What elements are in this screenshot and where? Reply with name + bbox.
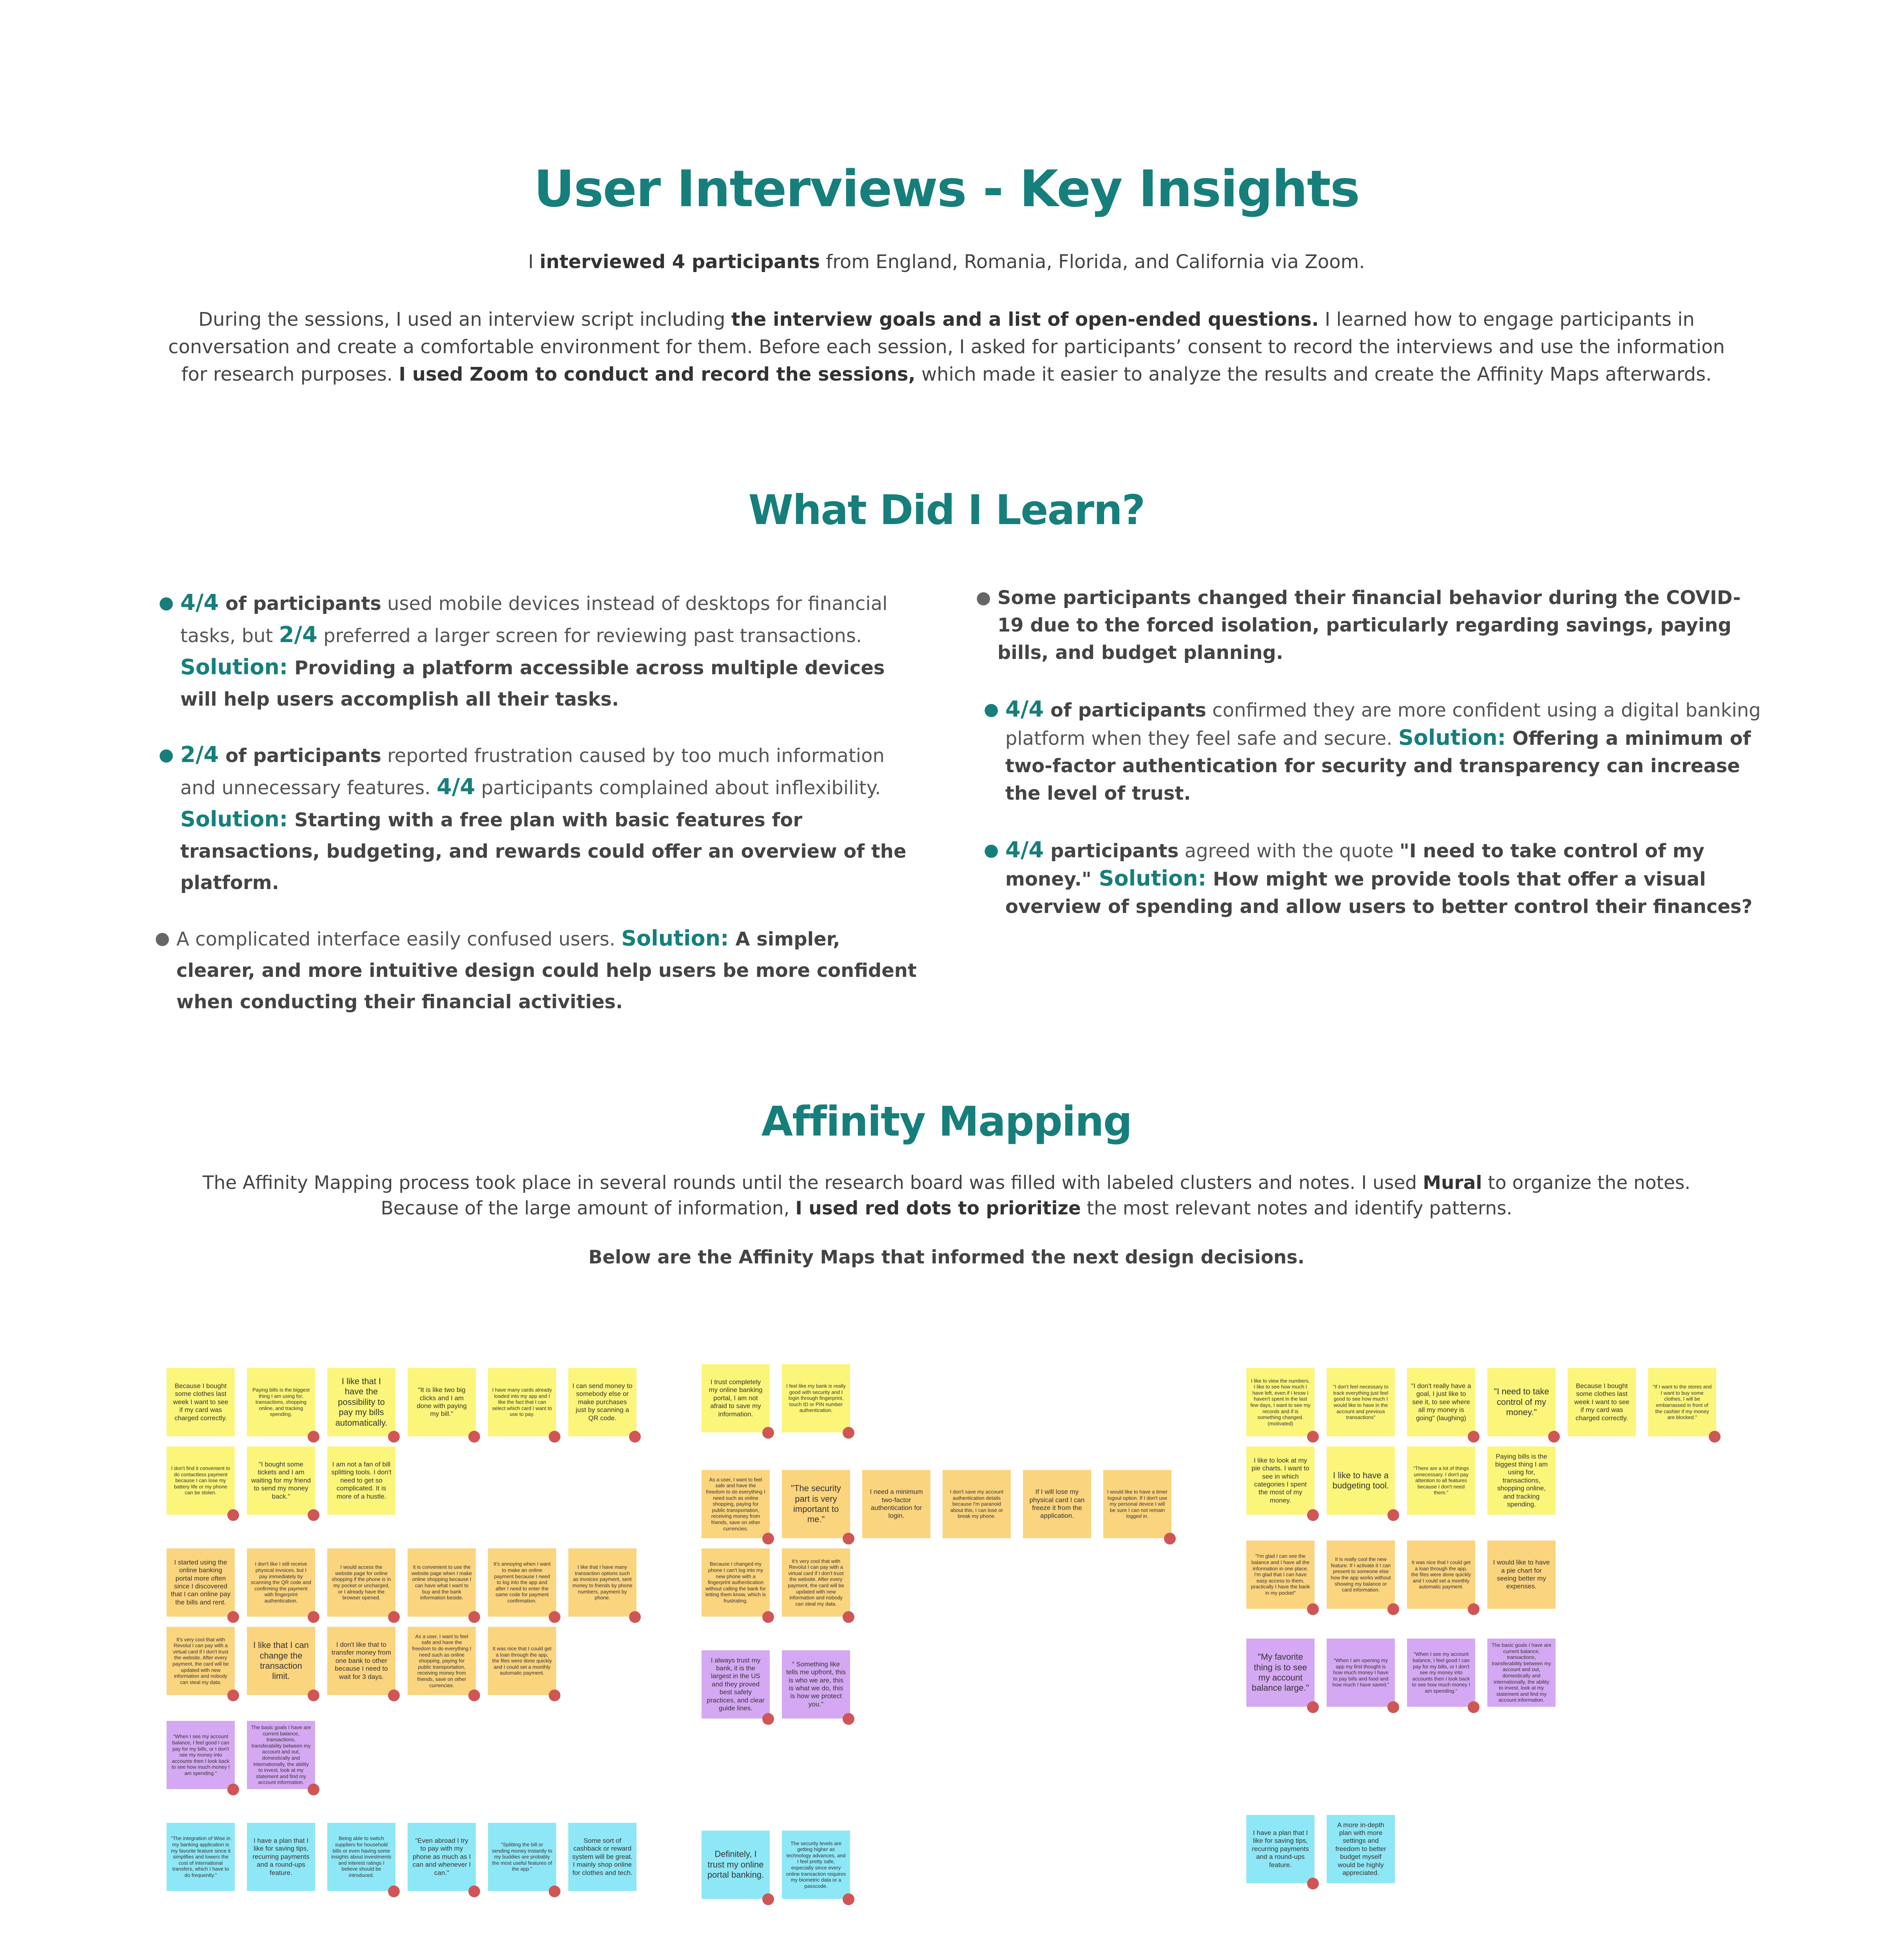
insight-right-3: ● 4/4 participants agreed with the quote "I need to take control of my money." Solution: How might we provide tools that offer a visual overview of spending and allow users to better control their finances? <box>984 837 1753 918</box>
sticky-note-text: I would access the website page for online shopping if the phone is in my pocket or uncharged, or I already have the browser opened. <box>332 1564 391 1601</box>
priority-dot <box>762 1533 774 1544</box>
sticky-note-text: Being able to switch suppliers for household bills or even having some insights about investments and interest ratings I believe should be introduced. <box>331 1835 392 1878</box>
priority-dot <box>1307 1603 1319 1615</box>
priority-dot <box>1307 1701 1319 1713</box>
sticky-note <box>327 1823 395 1891</box>
sticky-note <box>247 1368 315 1436</box>
priority-dot <box>468 1431 480 1443</box>
priority-dot <box>388 1431 400 1443</box>
priority-dot <box>1468 1431 1480 1443</box>
affinity-text-1: The Affinity Mapping process took place in several rounds until the research board was filled with labeled clusters and notes. I used Mural to organize the notes. <box>202 1172 1691 1194</box>
priority-dot <box>549 1886 560 1897</box>
priority-dot <box>388 1886 400 1897</box>
sticky-note <box>862 1470 930 1538</box>
priority-dot <box>843 1427 854 1439</box>
sticky-note <box>943 1470 1011 1538</box>
sticky-note <box>1407 1541 1475 1609</box>
sticky-note-text: I can send money to somebody else or make purchases just by scanning a QR code. <box>572 1382 633 1422</box>
priority-dot <box>468 1690 480 1701</box>
sticky-note-text: The security levels are getting higher as technology advances, and I feel pretty safe, especially since every online transaction requires my biometric data or a passcode. <box>786 1840 846 1889</box>
priority-dot <box>843 1713 854 1725</box>
sticky-note <box>247 1446 315 1515</box>
sticky-note <box>568 1823 636 1891</box>
sticky-note-text: I like that I can change the transaction limit. <box>253 1640 309 1681</box>
sticky-note-text: If I will lose my physical card I can freeze it from the application. <box>1029 1488 1085 1520</box>
sticky-note <box>1327 1639 1395 1707</box>
sticky-note-text: I like to look at my pie charts. I want to see in which categories I spent the most of my money. <box>1251 1456 1309 1504</box>
sticky-note <box>702 1364 770 1432</box>
sticky-note-text: Definitely, I trust my online portal banking. <box>707 1849 764 1880</box>
sticky-note-text: I don't save my account authentication details because I'm paranoid about this, I can lose or break my phone. <box>950 1489 1004 1519</box>
priority-dot <box>308 1690 319 1701</box>
sticky-note-text: Because I bought some clothes last week I want to see if my card was charged correctly. <box>1574 1382 1630 1422</box>
sticky-note <box>1327 1446 1395 1515</box>
priority-dot <box>1164 1533 1176 1544</box>
sticky-note <box>1246 1541 1315 1609</box>
sticky-note-text: A more in-depth plan with more settings and freedom to better budget myself would be highly appreciated. <box>1335 1821 1386 1877</box>
sticky-note <box>702 1548 770 1617</box>
priority-dot <box>227 1611 239 1623</box>
priority-dot <box>1709 1431 1721 1443</box>
sticky-note-text: It's annoying when I want to make an online payment because I need to log into the app and after I need to enter the same code for payment confirmation. <box>493 1561 551 1604</box>
priority-dot <box>762 1427 774 1439</box>
sticky-note-text: "It is like two big clicks and I am done with paying my bill." <box>417 1386 467 1418</box>
priority-dot <box>762 1611 774 1623</box>
sticky-note <box>327 1368 395 1436</box>
sticky-note <box>1246 1446 1315 1515</box>
sticky-note-text: I like that I have many transaction options such as invoices payment, sent money to friends by phone numbers, payment by phone. <box>572 1564 633 1601</box>
page-title: User Interviews - Key Insights <box>534 160 1359 218</box>
sticky-note <box>488 1823 556 1891</box>
sticky-note <box>1023 1470 1091 1538</box>
sticky-note-text: I would like to have a pie chart for seeing better my expenses. <box>1493 1559 1550 1590</box>
sticky-note <box>167 1823 235 1891</box>
sticky-note <box>247 1823 315 1891</box>
learn-title: What Did I Learn? <box>748 486 1145 534</box>
priority-dot <box>549 1690 560 1701</box>
sticky-note-text: I like to view the numbers. I like to see how much I have left, even if I know I haven't spent in the last few days, I want to see my records and if is something changed. (motivated) <box>1250 1377 1311 1426</box>
intro-text: I interviewed 4 participants from England, Romania, Florida, and California via Zoom. <box>528 251 1365 273</box>
sticky-note-text: "I don't feel necessary to track everything just feel good to see how much I would like to have in the account and previous transactions" <box>1333 1384 1389 1421</box>
sticky-note-text: " Something like tells me upfront, this is who we are, this is what we do, this is how we protect you." <box>786 1660 846 1708</box>
priority-dot <box>762 1893 774 1905</box>
sticky-note-text: I am not a fan of bill splitting tools. I don't need to get so complicated. It is more of a hustle. <box>331 1461 392 1500</box>
sticky-note-text: As a user, I want to feel safe and have the freedom to do everything I need such as online shopping, paying for public transportation, receiving money from friends, save on other currencies. <box>706 1476 765 1532</box>
sticky-note <box>167 1446 235 1515</box>
sticky-note <box>408 1548 476 1617</box>
priority-dot <box>843 1611 854 1623</box>
sticky-note-text: It's very cool that with Revolut I can pay with a virtual card if I don't trust the website. After every payment, the card will be updated with new information and nobody can steal my data. <box>788 1558 844 1607</box>
priority-dot <box>843 1533 854 1544</box>
sticky-note-text: I have a plan that I like for saving tips, recurring payments and a round-ups feature. <box>1252 1829 1309 1869</box>
sticky-note <box>488 1368 556 1436</box>
priority-dot <box>308 1431 319 1443</box>
sticky-note <box>167 1721 235 1789</box>
sticky-note <box>568 1548 636 1617</box>
sticky-note <box>702 1831 770 1899</box>
priority-dot <box>843 1893 854 1905</box>
sticky-note-text: It's very cool that with Revolut I can pay with a virtual card if I don't trust the website. After every payment, the card will be updated with new information and nobody can steal my data. <box>172 1636 229 1685</box>
sticky-note-text: "I don't really have a goal, I just like to see it, to see where all my money is going" (laughing) <box>1411 1382 1471 1422</box>
sticky-note <box>782 1470 850 1538</box>
sticky-note <box>1487 1541 1556 1609</box>
sticky-note-text: "I'm glad I can see the balance and I have all the information in one place. I'm glad that I can have easy access to them, practically I have the bank in my pocket" <box>1251 1553 1310 1596</box>
sticky-note-text: It is convenient to use the website page when I make online shopping because I can have what I want to buy and the bank information beside. <box>412 1564 472 1601</box>
sticky-note <box>488 1627 556 1695</box>
sticky-note-text: "The integration of Wise in my banking application is my favorite feature since it simplifies and lowers the cost of international transfers, which I have to do frequently." <box>170 1835 231 1878</box>
sticky-note <box>1407 1368 1475 1436</box>
insights-right <box>976 584 1761 920</box>
sticky-note <box>408 1627 476 1695</box>
sticky-note-text: I like to have a budgeting tool. <box>1332 1470 1389 1490</box>
insight-left-2: ● 2/4 of participants reported frustration caused by too much information and unnecessary features. 4/4 participants complained about inflexibility. Solution: Starting with a free plan with basic features for transactions, budgeting, and rewards could offer an overview of the platform. <box>159 742 907 894</box>
sticky-note <box>167 1627 235 1695</box>
priority-dot <box>468 1886 480 1897</box>
priority-dot <box>1387 1509 1399 1521</box>
sticky-note-text: "There are a lot of things unnecessary. I don't pay attention to all features because I don't need them." <box>1413 1465 1469 1496</box>
sticky-note-text: "If I want to the stores and I want to buy some clothes, I will be embarrassed in front of the cashier if my money are blocked." <box>1652 1384 1712 1421</box>
priority-dot <box>308 1509 319 1521</box>
sticky-note-text: I need a minimum two-factor authentication for login. <box>870 1488 923 1520</box>
sticky-note-text: I trust completely my online banking portal, I am not afraid to save my information. <box>709 1378 763 1418</box>
sticky-note <box>1246 1639 1315 1707</box>
sticky-note <box>1487 1368 1556 1436</box>
sticky-note <box>1246 1815 1315 1883</box>
sticky-note-text: The basic goals I have are current balance, transactions, transferability between my account and out, domestically and internationally, the ability to invest, look at my statement and find my account information. <box>251 1724 311 1786</box>
sticky-note-text: I don't find it convenient to do contactless payment because I can lose my battery life or my phone can be stolen. <box>171 1465 230 1496</box>
sticky-note <box>782 1650 850 1719</box>
sticky-note-text: As a user, I want to feel safe and have the freedom to do everything I need such as online shopping, paying for public transportation, receiving money from friends, save on other currencies. <box>412 1633 471 1688</box>
sticky-note <box>1246 1368 1315 1436</box>
priority-dot <box>388 1690 400 1701</box>
priority-dot <box>308 1611 319 1623</box>
sticky-note-text: I always trust my bank, it is the largest in the US and they proved best safety practices, and clear guide lines. <box>707 1656 765 1712</box>
priority-dot <box>1307 1878 1319 1889</box>
priority-dot <box>1548 1431 1560 1443</box>
sticky-note <box>782 1831 850 1899</box>
sticky-note-text: Because I bought some clothes last week I want to see if my card was charged correctly. <box>173 1382 228 1422</box>
sticky-note <box>1487 1446 1556 1515</box>
sticky-note <box>247 1627 315 1695</box>
sticky-note <box>782 1548 850 1617</box>
sticky-note-text: "Splitting the bill or sending money instantly to my buddies are probably the most useful features of the app." <box>492 1842 552 1872</box>
priority-dot <box>308 1784 319 1795</box>
sticky-note-text: The basic goals I have are current balance, transactions, transferability between my account and out, domestically and internationally, the ability to invest, look at my statement and find my account information. <box>1491 1642 1552 1703</box>
sticky-note <box>1568 1368 1636 1436</box>
priority-dot <box>629 1611 641 1623</box>
sticky-note-text: "I bought some tickets and I am waiting for my friend to send my money back." <box>251 1461 311 1500</box>
sticky-note <box>327 1627 395 1695</box>
priority-dot <box>1307 1509 1319 1521</box>
sticky-note <box>1648 1368 1716 1436</box>
sticky-note <box>408 1368 476 1436</box>
priority-dot <box>1307 1431 1319 1443</box>
insight-right-2: ● 4/4 of participants confirmed they are more confident using a digital banking platform when they feel safe and secure. Solution: Offering a minimum of two-factor authentication for security and transparency can increase the level of trust. <box>984 697 1761 804</box>
sticky-note-text: "When I see my account balance, I feel good I can pay for my bills, or I don't see my money into accounts then I look back to see how much money I am spending." <box>171 1733 230 1776</box>
sticky-note-text: I like that I have the possibility to pay my bills automatically. <box>335 1376 388 1428</box>
sticky-note-text: I don't like I still receive physical invoices, but I pay immediately by scanning the QR code and confirming the payment with fingerprint authentication. <box>251 1561 311 1604</box>
insight-right-1: ● Some participants changed their financial behavior during the COVID-19 due to the forced isolation, particularly regarding savings, paying bills, and budget planning. <box>976 587 1741 664</box>
priority-dot <box>227 1690 239 1701</box>
method-text: During the sessions, I used an interview script including the interview goals and a list of open-ended questions. I learned how to engage participants in conversation and create a comfortable environment for them. Before each session, I asked for participants’ consent to record the interviews and use the information for research purposes. I used Zoom to conduct and record the sessions, which made it easier to analyze the results and create the Affinity Maps afterwards. <box>168 309 1725 385</box>
affinity-text-3: Below are the Affinity Maps that informed the next design decisions. <box>588 1247 1305 1268</box>
affinity-text-2: Because of the large amount of information, I used red dots to prioritize the most relevant notes and identify patterns. <box>381 1198 1512 1219</box>
sticky-note-text: "I need to take control of my money." <box>1494 1387 1549 1417</box>
sticky-note <box>1327 1815 1395 1883</box>
sticky-note-text: Because I changed my phone I can't log into my new phone with a fingerprint authentication without calling the bank for letting them know, which is frustrating. <box>705 1561 766 1604</box>
sticky-note-text: I have a plan that I like for saving tips, recurring payments and a round-ups feature. <box>252 1837 310 1877</box>
sticky-note-text: I would like to have a timer logout option. If I don't use my personal device I will be sure I can not remain logged in. <box>1107 1489 1168 1519</box>
sticky-note <box>327 1548 395 1617</box>
sticky-note-text: Paying bills is the biggest thing I am using for, transactions, shopping online, and tracking spending. <box>252 1387 310 1417</box>
sticky-note <box>568 1368 636 1436</box>
sticky-note-text: I don't like that to transfer money from one bank to other because I need to wait for 3 days. <box>331 1641 392 1681</box>
insight-left-1: ● 4/4 of participants used mobile devices instead of desktops for financial tasks, but 2/4 preferred a larger screen for reviewing past transactions. Solution: Providing a platform accessible across multiple devices will help users accomplish all their tasks. <box>159 590 888 710</box>
sticky-note <box>488 1548 556 1617</box>
sticky-note <box>167 1548 235 1617</box>
sticky-note-text: I started using the online banking portal more often since I discovered that I can online pay the bills and rent. <box>170 1558 231 1606</box>
sticky-note-text: It is really cool the new feature. If I activate it I can present to someone else how the app works without showing my balance or card information. <box>1331 1556 1391 1593</box>
sticky-note-text: Some sort of cashback or reward system will be great. I mainly shop online for clothes and tech. <box>572 1837 633 1877</box>
sticky-note <box>408 1823 476 1891</box>
sticky-note <box>1327 1541 1395 1609</box>
sticky-note-text: "The security part is very important to me." <box>791 1483 841 1524</box>
sticky-note-text: "When I am opening my app my first thought is how much money I have to pay bills and food and how much I have saved." <box>1332 1657 1389 1688</box>
sticky-note <box>327 1446 395 1515</box>
priority-dot <box>1387 1603 1399 1615</box>
sticky-note <box>702 1650 770 1719</box>
sticky-note-text: Paying bills is the biggest thing I am using for, transactions, shopping online, and tracking spending. <box>1495 1452 1548 1508</box>
sticky-note-text: I have many cards already loaded into my app and I like the fact that I can select which card I want to use to pay. <box>492 1387 552 1417</box>
sticky-note-text: "Even abroad I try to pay with my phone as much as I can and whenever I can." <box>412 1837 471 1877</box>
priority-dot <box>1468 1603 1480 1615</box>
sticky-note <box>247 1548 315 1617</box>
priority-dot <box>762 1713 774 1725</box>
sticky-note <box>1407 1446 1475 1515</box>
sticky-note <box>247 1721 315 1789</box>
sticky-note-text: I feel like my bank is really good with security and I login through fingerprint, touch ID or PIN number authentication. <box>786 1383 846 1414</box>
priority-dot <box>388 1611 400 1623</box>
priority-dot <box>227 1784 239 1795</box>
sticky-note <box>167 1368 235 1436</box>
sticky-note <box>1103 1470 1171 1538</box>
sticky-note <box>1407 1639 1475 1707</box>
priority-dot <box>549 1431 560 1443</box>
affinity-title: Affinity Mapping <box>761 1098 1132 1145</box>
sticky-note <box>1487 1639 1556 1707</box>
priority-dot <box>629 1431 641 1443</box>
sticky-note-text: It was nice that I could get a loan through the app, the files were done quickly and I could set a monthly automatic payment. <box>492 1646 552 1676</box>
insights-left <box>155 587 925 1018</box>
priority-dot <box>227 1509 239 1521</box>
priority-dot <box>1468 1701 1480 1713</box>
sticky-note <box>702 1470 770 1538</box>
sticky-note-text: "When I see my account balance, I feel good I can pay for my bills, or I don't see my money into accounts then I look back to see how much money I am spending." <box>1412 1651 1471 1694</box>
priority-dot <box>1387 1701 1399 1713</box>
sticky-note-text: "My favorite thing is to see my account balance large." <box>1251 1652 1309 1693</box>
sticky-note <box>1327 1368 1395 1436</box>
sticky-note-text: It was nice that I could get a loan through the app, the files were done quickly and I could set a monthly automatic payment. <box>1411 1559 1471 1590</box>
insight-left-3: ● A complicated interface easily confused users. Solution: A simpler, clearer, and more intuitive design could help users be more confident when conducting their financial activities. <box>155 926 917 1013</box>
sticky-note <box>782 1364 850 1432</box>
priority-dot <box>549 1611 560 1623</box>
priority-dot <box>468 1611 480 1623</box>
